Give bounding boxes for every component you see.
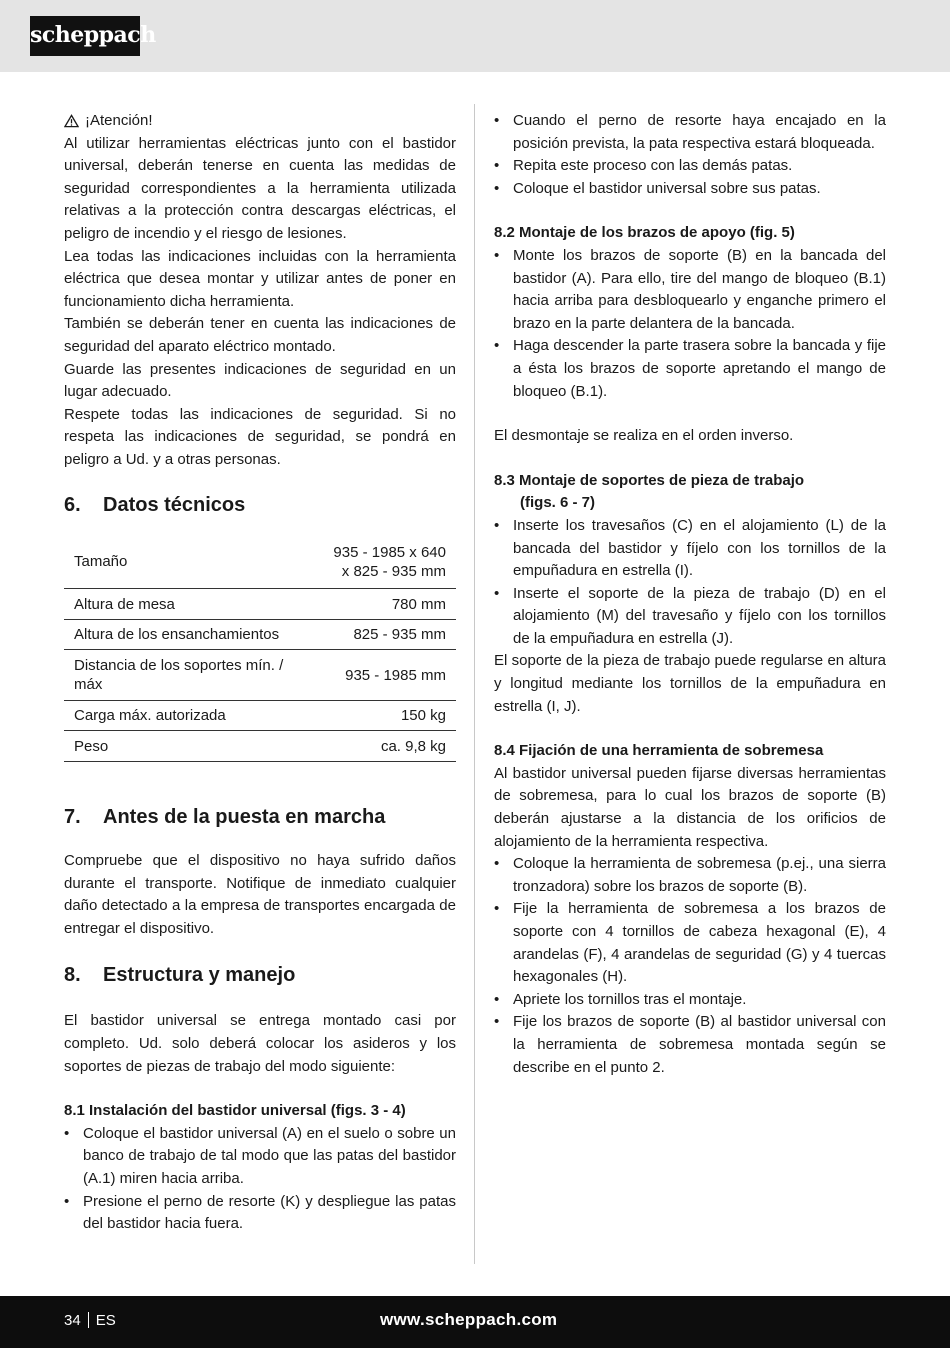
footer-bar — [0, 1296, 950, 1348]
tech-data-table — [64, 536, 456, 763]
table-cell-value: 825 - 935 mm — [304, 620, 456, 650]
section-6-heading — [64, 492, 456, 518]
table-cell-label: Peso — [64, 731, 304, 762]
subsection-8-1-title: 8.1 Instalación del bastidor universal (figs. 3 - 4) — [64, 1102, 406, 1120]
subsection-8-2-note: El desmontaje se realiza en el orden inverso. — [494, 427, 794, 445]
table-cell-value — [304, 536, 456, 589]
subsection-8-2-list — [494, 245, 886, 403]
section-8-heading — [64, 962, 456, 988]
list-item: • Coloque el bastidor universal sobre sus patas. — [494, 178, 886, 201]
table-cell-label: Altura de mesa — [64, 589, 304, 620]
list-item: • Haga descender la parte trasera sobre la bancada y fije a ésta los brazos de soporte apretando el mango de bloqueo (B.1). — [494, 335, 886, 403]
page-number: 34 — [64, 1312, 81, 1329]
subsection-8-4-text: Al bastidor universal pueden fijarse diversas herramientas de sobremesa, para lo cual los brazos de soporte (B) deberán ajustarse a la distancia de los orificios de alojamiento de la herramienta respectiva. — [494, 764, 886, 850]
table-cell-value: ca. 9,8 kg — [304, 731, 456, 762]
right-column — [494, 110, 886, 1079]
table-cell-value: 935 - 1985 mm — [304, 650, 456, 701]
attention-title: ¡Atención! — [85, 112, 153, 129]
section-number: 8. — [64, 964, 81, 987]
section-number: 7. — [64, 806, 81, 828]
attention-paragraph: Al utilizar herramientas eléctricas junto con el bastidor universal, deberán tenerse en cuenta las medidas de seguridad correspondientes a la herramienta utilizada relativas a la protección contra descargas eléctricas, el peligro de incendio y el riesgo de lesiones. — [64, 134, 456, 242]
section-title: Datos técnicos — [103, 493, 246, 516]
subsection-8-3-title-cont: (figs. 6 - 7) — [520, 494, 596, 512]
subsection-8-3-list — [494, 515, 886, 651]
list-item: • Cuando el perno de resorte haya encajado en la posición prevista, la pata respectiva estará bloqueada. — [494, 110, 886, 155]
attention-paragraph: Respete todas las indicaciones de seguridad. Si no respeta las indicaciones de seguridad, se pondrá en peligro a Ud. y a otras personas. — [64, 405, 456, 468]
table-row — [64, 731, 456, 762]
subsection-8-2-title: 8.2 Montaje de los brazos de apoyo (fig. 5) — [494, 224, 795, 242]
list-item: • Repita este proceso con las demás patas. — [494, 155, 886, 178]
header-bar — [0, 0, 950, 72]
table-cell-value: 150 kg — [304, 701, 456, 731]
table-row — [64, 650, 456, 701]
attention-paragraph: También se deberán tener en cuenta las indicaciones de seguridad del aparato eléctrico montado. — [64, 315, 456, 355]
list-item: • Inserte los travesaños (C) en el alojamiento (L) de la bancada del bastidor y fíjelo con los tornillos de la empuñadura en estrella (I). — [494, 515, 886, 583]
column-divider — [474, 104, 475, 1264]
subsection-8-3-note: El soporte de la pieza de trabajo puede regularse en altura y longitud mediante los tornillos de la empuñadura en estrella (I, J). — [494, 652, 886, 715]
list-item: • Monte los brazos de soporte (B) en la bancada del bastidor (A). Para ello, tire del mango de bloqueo (B.1) hacia arriba para desbloquearlo y enganche primero el brazo en la parte delantera de la bancada. — [494, 245, 886, 335]
table-cell-label: Altura de los ensanchamientos — [64, 620, 304, 650]
website-link[interactable]: www.scheppach.com — [380, 1310, 558, 1329]
attention-heading — [64, 110, 456, 133]
subsection-8-4-list — [494, 853, 886, 1079]
warning-icon — [64, 114, 79, 128]
table-cell-label: Distancia de los soportes mín. / máx — [64, 650, 304, 701]
table-row — [64, 620, 456, 650]
list-item: • Presione el perno de resorte (K) y despliegue las patas del bastidor hacia fuera. — [64, 1191, 456, 1236]
list-item: • Fije la herramienta de sobremesa a los brazos de soporte con 4 tornillos de cabeza hexagonal (E), 4 arandelas (F), 4 arandelas de seguridad (G) y 4 tuercas hexagonales (H). — [494, 898, 886, 988]
value-line: x 825 - 935 mm — [341, 562, 446, 580]
separator — [88, 1312, 89, 1328]
value-line: 935 - 1985 x 640 — [333, 543, 446, 561]
left-column — [64, 110, 456, 1236]
subsection-8-4-title: 8.4 Fijación de una herramienta de sobremesa — [494, 742, 824, 760]
section-8-text: El bastidor universal se entrega montado casi por completo. Ud. solo deberá colocar los asideros y los soportes de piezas de trabajo del modo siguiente: — [64, 1012, 456, 1075]
table-cell-value: 780 mm — [304, 589, 456, 620]
section-title: Estructura y manejo — [103, 964, 296, 987]
page-indicator — [64, 1310, 116, 1332]
table-row — [64, 589, 456, 620]
section-title: Antes de la puesta en marcha — [103, 806, 386, 828]
list-item: • Fije los brazos de soporte (B) al bastidor universal con la herramienta de sobremesa montada según se describe en el punto 2. — [494, 1011, 886, 1079]
table-cell-label: Carga máx. autorizada — [64, 701, 304, 731]
list-item: • Coloque la herramienta de sobremesa (p.ej., una sierra tronzadora) sobre los brazos de soporte (B). — [494, 853, 886, 898]
section-number: 6. — [64, 493, 81, 516]
section-7-text: Compruebe que el dispositivo no haya sufrido daños durante el transporte. Notifique de inmediato cualquier daño detectado a la empresa de transportes encargada de entregar el dispositivo. — [64, 852, 456, 937]
subsection-8-1-list — [64, 1123, 456, 1236]
table-row — [64, 536, 456, 589]
list-item: • Apriete los tornillos tras el montaje. — [494, 989, 886, 1012]
subsection-8-3-title: 8.3 Montaje de soportes de pieza de trabajo — [494, 471, 805, 489]
list-item: • Inserte el soporte de la pieza de trabajo (D) en el alojamiento (M) del travesaño y fíjelo con los tornillos de la empuñadura en estrella (J). — [494, 583, 886, 651]
continued-list — [494, 110, 886, 200]
table-row — [64, 701, 456, 731]
language-code: ES — [95, 1312, 116, 1329]
table-cell-label: Tamaño — [64, 536, 304, 589]
scheppach-logo: scheppach — [30, 16, 140, 56]
attention-paragraph: Guarde las presentes indicaciones de seguridad en un lugar adecuado. — [64, 360, 456, 401]
section-7-heading — [64, 804, 456, 830]
attention-paragraph: Lea todas las indicaciones incluidas con la herramienta eléctrica que desea montar y utilizar antes de poner en funcionamiento dicha herramienta. — [64, 247, 456, 310]
list-item: • Coloque el bastidor universal (A) en el suelo o sobre un banco de trabajo de tal modo que las patas del bastidor (A.1) miren hacia arriba. — [64, 1123, 456, 1191]
